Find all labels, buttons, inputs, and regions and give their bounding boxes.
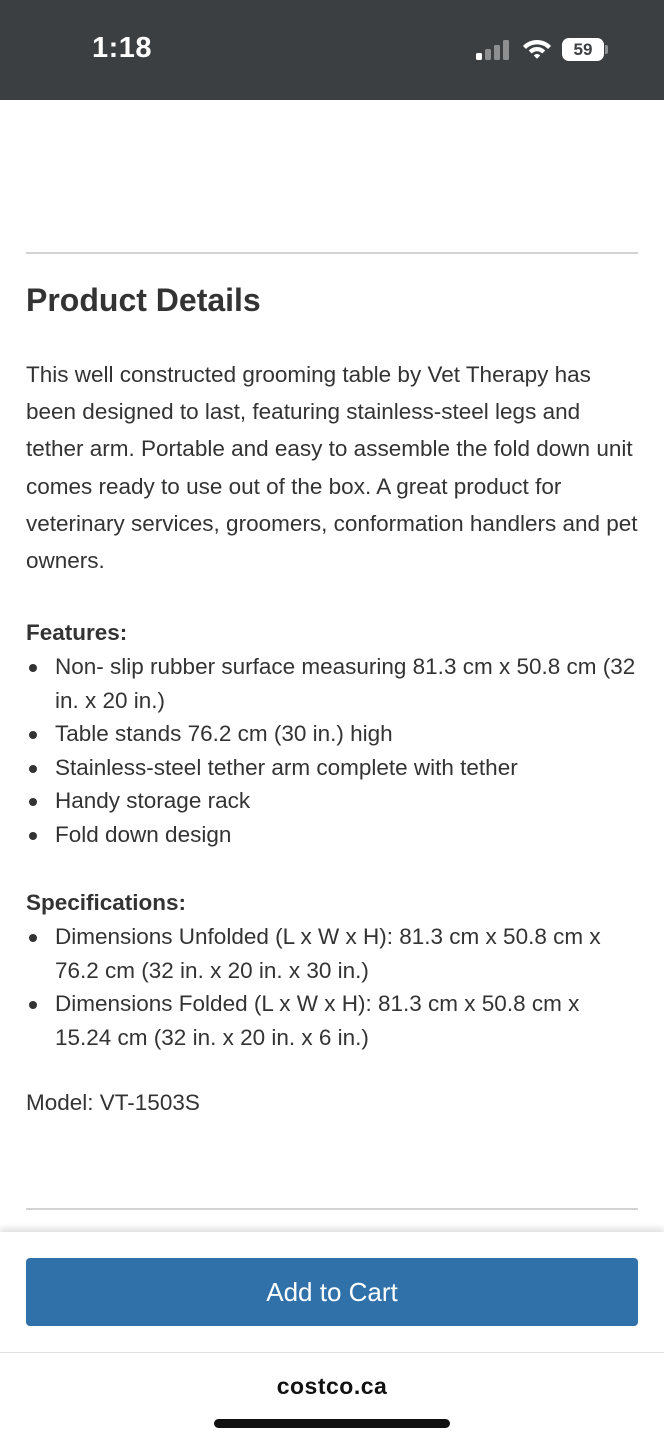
- list-item: Fold down design: [26, 818, 638, 852]
- product-description: This well constructed grooming table by Vet Therapy has been designed to last, featuring stainless-steel legs and tether arm. Portable and easy to assemble the fold down unit comes ready to use out of the box. A great product for veterinary services, groomers, conformation handlers and pet owners.: [26, 362, 638, 574]
- battery-level: 59: [562, 38, 604, 61]
- features-heading: Features:: [26, 620, 128, 645]
- model-number: Model: VT-1503S: [26, 1090, 200, 1115]
- list-item: Table stands 76.2 cm (30 in.) high: [26, 717, 638, 751]
- list-item: Non- slip rubber surface measuring 81.3 cm x 50.8 cm (32 in. x 20 in.): [26, 650, 638, 717]
- url-text[interactable]: costco.ca: [276, 1373, 388, 1399]
- list-item: Dimensions Unfolded (L x W x H): 81.3 cm x 50.8 cm x 76.2 cm (32 in. x 20 in. x 30 in.): [26, 920, 638, 987]
- add-to-cart-button[interactable]: Add to Cart: [26, 1258, 638, 1326]
- top-divider: [26, 252, 638, 254]
- sticky-cart-bar: [0, 1232, 664, 1352]
- browser-address-bar[interactable]: [0, 1352, 664, 1440]
- specifications-list: [26, 920, 638, 1054]
- status-time: 1:18: [92, 32, 153, 64]
- features-list: [26, 650, 638, 851]
- cellular-signal-icon: [476, 40, 510, 60]
- bottom-divider: [26, 1208, 638, 1210]
- battery-icon: [562, 38, 608, 61]
- product-details-title: Product Details: [26, 282, 261, 318]
- list-item: Stainless-steel tether arm complete with tether: [26, 751, 638, 785]
- status-bar: [0, 0, 664, 100]
- home-indicator[interactable]: [214, 1419, 450, 1428]
- list-item: Dimensions Folded (L x W x H): 81.3 cm x 50.8 cm x 15.24 cm (32 in. x 20 in. x 6 in.): [26, 987, 638, 1054]
- wifi-icon: [522, 36, 552, 60]
- specifications-heading: Specifications:: [26, 890, 187, 915]
- list-item: Handy storage rack: [26, 784, 638, 818]
